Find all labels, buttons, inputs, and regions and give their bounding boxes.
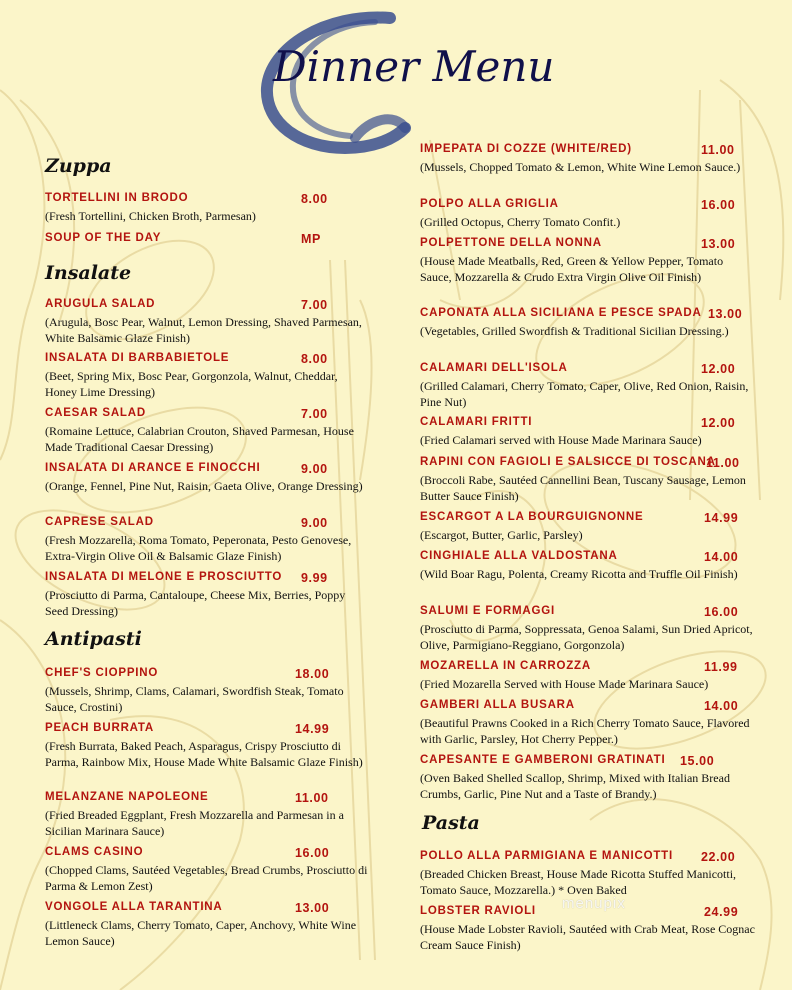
item-price: 8.00 xyxy=(301,352,328,366)
item-price: MP xyxy=(301,232,321,246)
menu-item xyxy=(420,660,755,693)
item-price: 16.00 xyxy=(295,846,330,860)
item-name: MELANZANE NAPOLEONE xyxy=(45,791,209,803)
item-name: CAPRESE SALAD xyxy=(45,516,154,528)
item-price: 14.99 xyxy=(704,511,739,525)
item-description: (Fresh Tortellini, Chicken Broth, Parmesan) xyxy=(45,209,256,223)
item-description: (Fried Breaded Eggplant, Fresh Mozzarella and Parmesan in a Sicilian Marinara Sauce) xyxy=(45,808,344,838)
menu-item xyxy=(45,791,371,839)
item-description: (Littleneck Clams, Cherry Tomato, Caper, Anchovy, White Wine Lemon Sauce) xyxy=(45,918,357,948)
menu-item xyxy=(420,456,755,504)
item-name: POLLO ALLA PARMIGIANA E MANICOTTI xyxy=(420,850,673,862)
item-description: (Fried Mozarella Served with House Made Marinara Sauce) xyxy=(420,677,709,691)
menu-item xyxy=(45,516,371,564)
item-price: 14.00 xyxy=(704,550,739,564)
item-name: INSALATA DI ARANCE E FINOCCHI xyxy=(45,462,261,474)
item-name: RAPINI CON FAGIOLI E SALSICCE DI TOSCANA xyxy=(420,456,716,468)
menu-item xyxy=(45,462,371,495)
menu-item xyxy=(420,362,755,410)
item-description: (Fresh Mozzarella, Roma Tomato, Peperonata, Pesto Genovese, Extra-Virgin Olive Oil & Balsamic Glaze Finish) xyxy=(45,533,352,563)
item-description: (Beet, Spring Mix, Bosc Pear, Gorgonzola, Walnut, Cheddar, Honey Lime Dressing) xyxy=(45,369,338,399)
menu-item xyxy=(45,846,371,894)
item-description: (Grilled Octopus, Cherry Tomato Confit.) xyxy=(420,215,621,229)
item-name: GAMBERI ALLA BUSARA xyxy=(420,699,575,711)
item-price: 14.00 xyxy=(704,699,739,713)
item-description: (Grilled Calamari, Cherry Tomato, Caper, Olive, Red Onion, Raisin, Pine Nut) xyxy=(420,379,749,409)
section-title-insalate: Insalate xyxy=(45,262,132,284)
item-price: 9.99 xyxy=(301,571,328,585)
item-name: POLPETTONE DELLA NONNA xyxy=(420,237,602,249)
item-price: 24.99 xyxy=(704,905,739,919)
menu-item xyxy=(45,571,371,619)
item-price: 8.00 xyxy=(301,192,328,206)
item-price: 12.00 xyxy=(701,362,736,376)
menu-item xyxy=(420,550,755,583)
item-description: (Arugula, Bosc Pear, Walnut, Lemon Dressing, Shaved Parmesan, White Balsamic Glaze Finish) xyxy=(45,315,362,345)
item-name: CHEF'S CIOPPINO xyxy=(45,667,159,679)
menu-item xyxy=(420,307,755,340)
section-title-zuppa: Zuppa xyxy=(45,155,112,177)
item-description: (Vegetables, Grilled Swordfish & Traditional Sicilian Dressing.) xyxy=(420,324,729,338)
item-description: (Broccoli Rabe, Sautéed Cannellini Bean, Tuscany Sausage, Lemon Butter Sauce Finish) xyxy=(420,473,746,503)
item-price: 11.00 xyxy=(295,791,329,805)
item-description: (Wild Boar Ragu, Polenta, Creamy Ricotta and Truffle Oil Finish) xyxy=(420,567,738,581)
item-description: (Romaine Lettuce, Calabrian Crouton, Shaved Parmesan, House Made Traditional Caesar Dressing) xyxy=(45,424,354,454)
item-description: (Beautiful Prawns Cooked in a Rich Cherry Tomato Sauce, Flavored with Garlic, Parsley, Hot Cherry Pepper.) xyxy=(420,716,750,746)
item-name: TORTELLINI IN BRODO xyxy=(45,192,189,204)
item-price: 14.99 xyxy=(295,722,330,736)
menu-item xyxy=(420,511,755,544)
item-price: 22.00 xyxy=(701,850,736,864)
item-description: (Breaded Chicken Breast, House Made Ricotta Stuffed Manicotti, Tomato Sauce, Mozzarella.) * Oven Baked xyxy=(420,867,737,897)
menu-item xyxy=(45,232,371,249)
item-name: PEACH BURRATA xyxy=(45,722,154,734)
item-price: 11.00 xyxy=(701,143,735,157)
item-price: 13.00 xyxy=(708,307,743,321)
item-name: CAESAR SALAD xyxy=(45,407,146,419)
item-description: (House Made Meatballs, Red, Green & Yellow Pepper, Tomato Sauce, Mozzarella & Crudo Extra Virgin Olive Oil Finish) xyxy=(420,254,724,284)
menu-item xyxy=(420,754,755,802)
menu-item xyxy=(45,352,371,400)
item-price: 15.00 xyxy=(680,754,715,768)
menu-item xyxy=(420,605,755,653)
menu-item xyxy=(420,237,755,285)
item-price: 16.00 xyxy=(704,605,739,619)
menu-item xyxy=(420,143,755,176)
menu-item xyxy=(45,667,371,715)
item-description: (Prosciutto di Parma, Cantaloupe, Cheese Mix, Berries, Poppy Seed Dressing) xyxy=(45,588,346,618)
item-description: (House Made Lobster Ravioli, Sautéed with Crab Meat, Rose Cognac Cream Sauce Finish) xyxy=(420,922,755,952)
menu-item xyxy=(45,901,371,949)
menu-item xyxy=(45,722,371,770)
item-name: CINGHIALE ALLA VALDOSTANA xyxy=(420,550,618,562)
item-name: CALAMARI FRITTI xyxy=(420,416,533,428)
item-price: 13.00 xyxy=(701,237,736,251)
menu-item xyxy=(420,850,755,898)
item-price: 11.00 xyxy=(706,456,740,470)
item-description: (Escargot, Butter, Garlic, Parsley) xyxy=(420,528,583,542)
item-name: INSALATA DI BARBABIETOLE xyxy=(45,352,230,364)
item-price: 9.00 xyxy=(301,516,328,530)
item-description: (Oven Baked Shelled Scallop, Shrimp, Mixed with Italian Bread Crumbs, Garlic, Pine Nut and a Taste of Brandy.) xyxy=(420,771,730,801)
item-price: 9.00 xyxy=(301,462,328,476)
item-name: VONGOLE ALLA TARANTINA xyxy=(45,901,223,913)
item-name: CAPESANTE E GAMBERONI GRATINATI xyxy=(420,754,666,766)
item-price: 11.99 xyxy=(704,660,738,674)
item-price: 7.00 xyxy=(301,298,328,312)
item-description: (Mussels, Chopped Tomato & Lemon, White Wine Lemon Sauce.) xyxy=(420,160,741,174)
item-name: CLAMS CASINO xyxy=(45,846,144,858)
item-description: (Orange, Fennel, Pine Nut, Raisin, Gaeta Olive, Orange Dressing) xyxy=(45,479,363,493)
item-description: (Fried Calamari served with House Made Marinara Sauce) xyxy=(420,433,702,447)
item-name: LOBSTER RAVIOLI xyxy=(420,905,536,917)
page-title: Dinner Menu xyxy=(273,42,555,91)
section-title-antipasti: Antipasti xyxy=(45,628,142,650)
item-name: SOUP OF THE DAY xyxy=(45,232,162,244)
menu-item xyxy=(420,416,755,449)
menu-item xyxy=(45,298,371,346)
menu-item xyxy=(420,198,755,231)
item-name: CALAMARI DELL'ISOLA xyxy=(420,362,568,374)
watermark: menupix xyxy=(562,895,626,912)
item-name: CAPONATA ALLA SICILIANA E PESCE SPADA xyxy=(420,307,702,319)
item-description: (Prosciutto di Parma, Soppressata, Genoa Salami, Sun Dried Apricot, Olive, Parmigiano-Reggiano, Gorgonzola) xyxy=(420,622,753,652)
section-title-pasta: Pasta xyxy=(422,812,480,834)
item-price: 18.00 xyxy=(295,667,330,681)
item-price: 7.00 xyxy=(301,407,328,421)
menu-item xyxy=(420,905,755,953)
item-name: MOZARELLA IN CARROZZA xyxy=(420,660,591,672)
item-price: 12.00 xyxy=(701,416,736,430)
item-name: IMPEPATA DI COZZE (WHITE/RED) xyxy=(420,143,632,155)
menu-item xyxy=(45,407,371,455)
item-price: 16.00 xyxy=(701,198,736,212)
item-price: 13.00 xyxy=(295,901,330,915)
menu-item xyxy=(45,192,371,225)
item-name: POLPO ALLA GRIGLIA xyxy=(420,198,559,210)
item-description: (Mussels, Shrimp, Clams, Calamari, Swordfish Steak, Tomato Sauce, Crostini) xyxy=(45,684,344,714)
item-description: (Chopped Clams, Sautéed Vegetables, Bread Crumbs, Prosciutto di Parma & Lemon Zest) xyxy=(45,863,368,893)
item-name: SALUMI E FORMAGGI xyxy=(420,605,555,617)
item-description: (Fresh Burrata, Baked Peach, Asparagus, Crispy Prosciutto di Parma, Rainbow Mix, House Made White Balsamic Glaze Finish) xyxy=(45,739,363,769)
item-name: ESCARGOT A LA BOURGUIGNONNE xyxy=(420,511,644,523)
item-name: ARUGULA SALAD xyxy=(45,298,156,310)
menu-item xyxy=(420,699,755,747)
item-name: INSALATA DI MELONE E PROSCIUTTO xyxy=(45,571,283,583)
